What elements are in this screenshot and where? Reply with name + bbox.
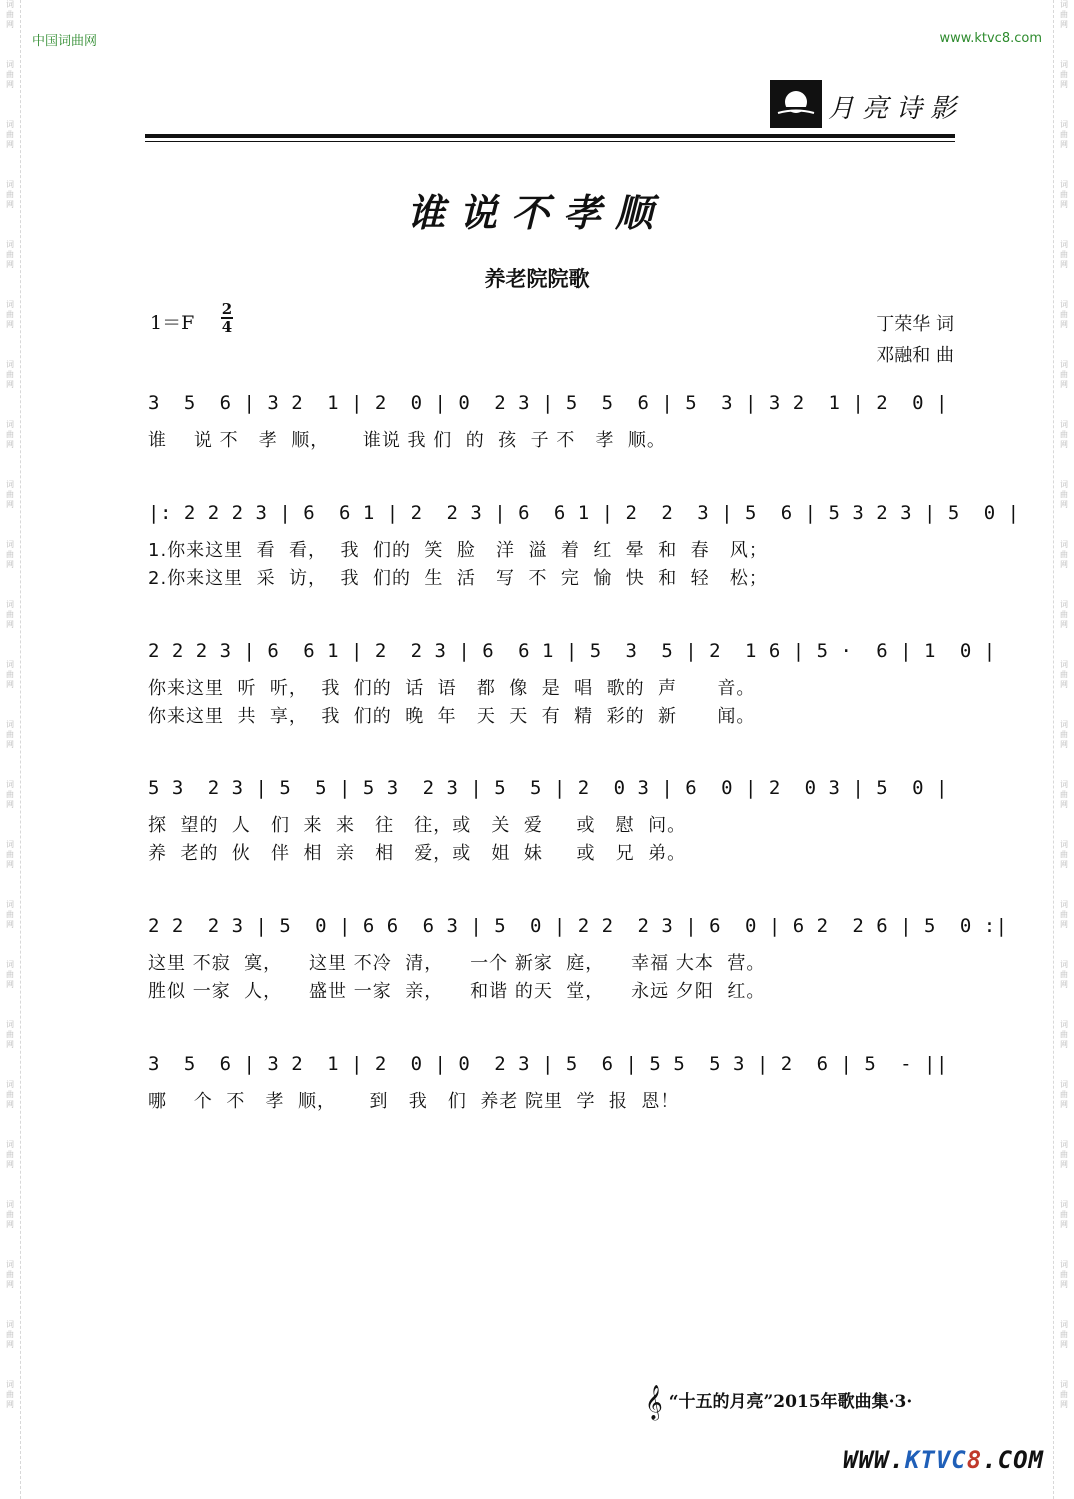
watermark-text: 词 曲 网 <box>1060 300 1068 329</box>
footer-book-title <box>645 1385 912 1420</box>
watermark-text: 词 曲 网 <box>6 480 14 509</box>
lyric-line-4b: 养 老的 伙 伴 相 亲 相 爱，或 姐 妹 或 兄 弟。 <box>148 843 687 864</box>
site-url-right[interactable]: www.ktvc8.com <box>939 31 1042 46</box>
footer-url[interactable] <box>843 1446 1044 1474</box>
lyric-line-1: 谁 说 不 孝 顺， 谁说 我 们 的 孩 子 不 孝 顺。 <box>148 430 666 451</box>
watermark-text: 词 曲 网 <box>6 60 14 89</box>
composer-credit: 邓融和 曲 <box>876 345 954 366</box>
site-name-left[interactable]: 中国词曲网 <box>32 34 98 49</box>
lyric-line-3a: 你来这里 听 听， 我 们的 话 语 都 像 是 唱 歌的 声 音。 <box>148 678 756 699</box>
watermark-text: 词 曲 网 <box>6 1140 14 1169</box>
watermark-text: 词 曲 网 <box>1060 240 1068 269</box>
watermark-text: 词 曲 网 <box>1060 780 1068 809</box>
watermark-text: 词 曲 网 <box>6 420 14 449</box>
header-rule <box>145 134 955 138</box>
watermark-text: 词 曲 网 <box>1060 540 1068 569</box>
watermark-text: 词 曲 网 <box>1060 660 1068 689</box>
watermark-text: 词 曲 网 <box>6 240 14 269</box>
notes-line-2: |: 2 2 2 3 | 6 6 1 | 2 2 3 | 6 6 1 | 2 2 3 | 5 6 | 5 3 2 3 | 5 0 | <box>148 502 1020 524</box>
watermark-text: 词 曲 网 <box>6 720 14 749</box>
footer-url-part-b: KTVC <box>904 1446 967 1474</box>
notes-line-3: 2 2 2 3 | 6 6 1 | 2 2 3 | 6 6 1 | 5 3 5 | 2 1 6 | 5 · 6 | 1 0 | <box>148 640 996 662</box>
footer-book-text: “十五的月亮”2015年歌曲集·3· <box>668 1392 913 1412</box>
key-signature: 1＝F <box>150 312 195 334</box>
watermark-text: 词 曲 网 <box>1060 1260 1068 1289</box>
moon-logo-icon <box>770 80 822 128</box>
lyric-line-6: 哪 个 不 孝 顺， 到 我 们 养老 院里 学 报 恩！ <box>148 1091 680 1112</box>
watermark-text: 词 曲 网 <box>1060 1200 1068 1229</box>
notes-line-6: 3 5 6 | 3 2 1 | 2 0 | 0 2 3 | 5 6 | 5 5 5 3 | 2 6 | 5 - || <box>148 1053 948 1075</box>
watermark-text: 词 曲 网 <box>1060 0 1068 29</box>
notes-line-1: 3 5 6 | 3 2 1 | 2 0 | 0 2 3 | 5 5 6 | 5 3 | 3 2 1 | 2 0 | <box>148 392 948 414</box>
watermark-text: 词 曲 网 <box>1060 1380 1068 1409</box>
watermark-text: 词 曲 网 <box>1060 1140 1068 1169</box>
lyric-line-2b: 2.你来这里 采 访， 我 们的 生 活 写 不 完 愉 快 和 轻 松； <box>148 568 768 589</box>
watermark-text: 词 曲 网 <box>1060 120 1068 149</box>
lyric-line-2a: 1.你来这里 看 看， 我 们的 笑 脸 洋 溢 着 红 晕 和 春 风； <box>148 540 768 561</box>
watermark-text: 词 曲 网 <box>1060 60 1068 89</box>
footer-url-part-d: .COM <box>982 1446 1044 1474</box>
watermark-text: 词 曲 网 <box>6 1380 14 1409</box>
watermark-text: 词 曲 网 <box>1060 600 1068 629</box>
notes-line-5: 2 2 2 3 | 5 0 | 6 6 6 3 | 5 0 | 2 2 2 3 | 6 0 | 6 2 2 6 | 5 0 :| <box>148 915 1008 937</box>
watermark-text: 词 曲 网 <box>6 0 14 29</box>
watermark-text: 词 曲 网 <box>6 360 14 389</box>
footer-url-part-c: 8 <box>966 1446 983 1474</box>
lyric-line-4a: 探 望的 人 们 来 来 往 往，或 关 爱 或 慰 问。 <box>148 815 687 836</box>
watermark-text: 词 曲 网 <box>6 1260 14 1289</box>
watermark-text: 词 曲 网 <box>6 600 14 629</box>
lyric-line-5b: 胜似 一家 人， 盛世 一家 亲， 和谐 的天 堂， 永远 夕阳 红。 <box>148 981 766 1002</box>
watermark-text: 词 曲 网 <box>1060 1080 1068 1109</box>
song-title: 谁说不孝顺 <box>406 190 667 235</box>
logo-text: 月亮诗影 <box>828 94 965 124</box>
watermark-text: 词 曲 网 <box>1060 720 1068 749</box>
watermark-text: 词 曲 网 <box>6 540 14 569</box>
treble-clef-icon: 𝄞 <box>645 1385 663 1420</box>
watermark-text: 词 曲 网 <box>6 660 14 689</box>
watermark-text: 词 曲 网 <box>6 840 14 869</box>
watermark-text: 词 曲 网 <box>1060 1020 1068 1049</box>
time-bottom: 4 <box>221 318 233 336</box>
watermark-text: 词 曲 网 <box>6 1320 14 1349</box>
watermark-text: 词 曲 网 <box>6 960 14 989</box>
watermark-text: 词 曲 网 <box>6 180 14 209</box>
time-signature <box>221 301 233 335</box>
watermark-text: 词 曲 网 <box>1060 900 1068 929</box>
watermark-text: 词 曲 网 <box>1060 360 1068 389</box>
watermark-text: 词 曲 网 <box>6 1200 14 1229</box>
watermark-text: 词 曲 网 <box>6 1080 14 1109</box>
watermark-text: 词 曲 网 <box>1060 960 1068 989</box>
watermark-text: 词 曲 网 <box>6 1020 14 1049</box>
watermark-text: 词 曲 网 <box>6 120 14 149</box>
watermark-text: 词 曲 网 <box>6 900 14 929</box>
header-rule-thin <box>145 141 955 142</box>
watermark-text: 词 曲 网 <box>6 780 14 809</box>
watermark-text: 词 曲 网 <box>1060 180 1068 209</box>
footer-url-part-a: WWW. <box>843 1446 905 1474</box>
watermark-text: 词 曲 网 <box>1060 840 1068 869</box>
watermark-text: 词 曲 网 <box>1060 1320 1068 1349</box>
watermark-text: 词 曲 网 <box>1060 420 1068 449</box>
notes-line-4: 5 3 2 3 | 5 5 | 5 3 2 3 | 5 5 | 2 0 3 | 6 0 | 2 0 3 | 5 0 | <box>148 777 948 799</box>
lyric-line-3b: 你来这里 共 享， 我 们的 晚 年 天 天 有 精 彩的 新 闻。 <box>148 706 756 727</box>
lyric-line-5a: 这里 不寂 寞， 这里 不冷 清， 一个 新家 庭， 幸福 大本 营。 <box>148 953 766 974</box>
lyricist-credit: 丁荣华 词 <box>876 314 954 335</box>
watermark-text: 词 曲 网 <box>1060 480 1068 509</box>
watermark-text: 词 曲 网 <box>6 300 14 329</box>
song-subtitle: 养老院院歌 <box>484 267 590 291</box>
time-top: 2 <box>221 300 233 318</box>
